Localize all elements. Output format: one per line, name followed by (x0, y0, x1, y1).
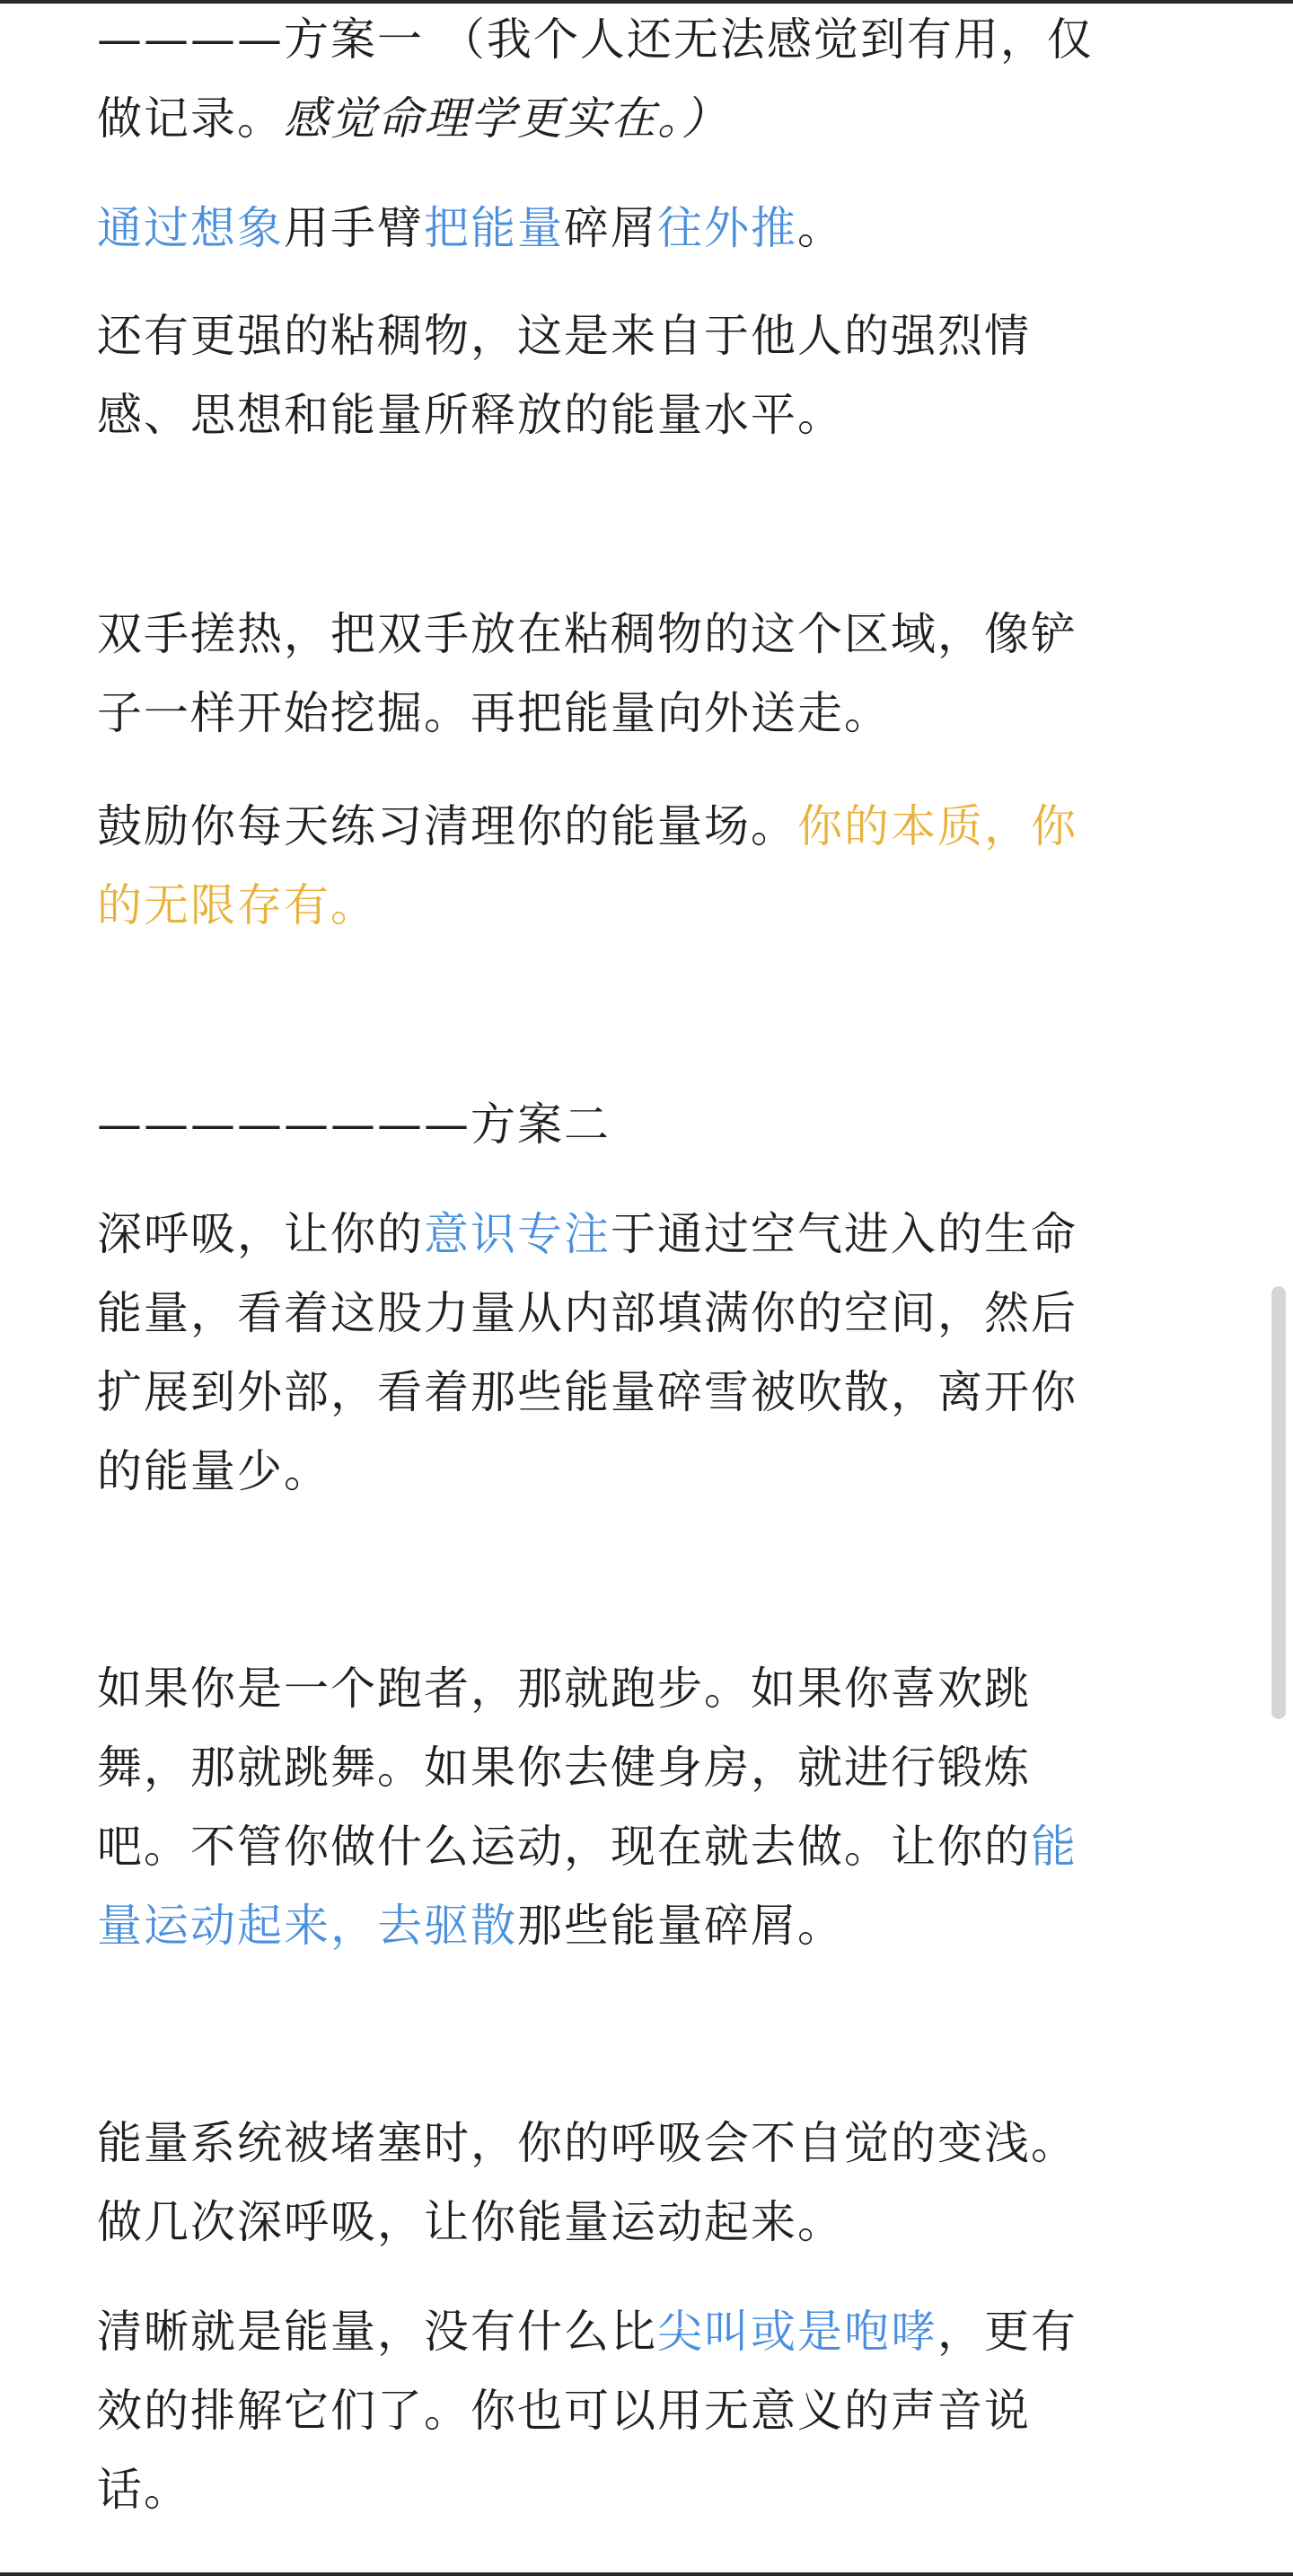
highlight-link[interactable]: 意识专注 (424, 1208, 611, 1260)
text-segment: 。 (797, 202, 844, 254)
highlight-link[interactable]: 把能量 (424, 202, 564, 254)
paragraph-push-energy (97, 189, 1174, 268)
text-line (97, 1807, 1174, 1886)
paragraph-deep-breath (97, 1195, 1174, 1511)
text-line: 效的排解它们了。你也可以用无意义的声音说 (97, 2385, 1031, 2437)
text-segment: ，更有 (937, 2306, 1078, 2358)
text-segment: 鼓励你每天练习清理你的能量场。 (97, 800, 797, 852)
paragraph-sticky-matter (97, 296, 1174, 454)
paragraph-scream (97, 2292, 1174, 2529)
gold-highlight: 你的本质，你 (797, 800, 1078, 852)
text-line: 的能量少。 (97, 1445, 330, 1497)
text-line: 能量，看着这股力量从内部填满你的空间，然后 (97, 1287, 1078, 1339)
paragraph-rub-hands (97, 595, 1174, 753)
text-line (97, 1195, 1174, 1274)
text-line: 感、思想和能量所释放的能量水平。 (97, 389, 844, 441)
paragraph-daily-practice (97, 787, 1174, 945)
highlight-link[interactable]: 量运动起来，去驱散 (97, 1900, 517, 1952)
text-line (97, 787, 1174, 866)
highlight-link[interactable]: 通过想象 (97, 202, 284, 254)
text-line (97, 2292, 1174, 2371)
highlight-link[interactable]: 能 (1031, 1821, 1078, 1873)
highlight-link[interactable]: 往外推 (657, 202, 797, 254)
text-line: 子一样开始挖掘。再把能量向外送走。 (97, 687, 891, 739)
paragraph-breathing-shallow (97, 2104, 1174, 2262)
text-line (97, 1886, 1174, 1965)
text-line: 话。 (97, 2464, 190, 2516)
text-line: 舞，那就跳舞。如果你去健身房，就进行锻炼 (97, 1742, 1031, 1794)
text-line (97, 189, 1174, 268)
text-line: 还有更强的粘稠物，这是来自于他人的强烈情 (97, 310, 1031, 362)
paragraph-exercise (97, 1649, 1174, 1965)
text-line: 扩展到外部，看着那些能量碎雪被吹散，离开你 (97, 1366, 1078, 1418)
paragraph-plan-two-heading (97, 1085, 1174, 1164)
text-segment: 清晰就是能量，没有什么比 (97, 2306, 657, 2358)
bottom-divider (0, 2572, 1293, 2576)
text-segment: 于通过空气进入的生命 (611, 1208, 1078, 1260)
text-segment: 做记录。 (97, 93, 284, 145)
text-line: 做几次深呼吸，让你能量运动起来。 (97, 2196, 844, 2248)
text-segment: 用手臂 (284, 202, 424, 254)
paragraph-plan-one-heading (97, 0, 1174, 158)
text-segment: 那些能量碎屑。 (517, 1900, 844, 1952)
gold-highlight: 的无限存有。 (97, 879, 377, 931)
text-line: 能量系统被堵塞时，你的呼吸会不自觉的变浅。 (97, 2117, 1078, 2169)
text-line (97, 79, 1174, 158)
text-line: 如果你是一个跑者，那就跑步。如果你喜欢跳 (97, 1663, 1031, 1715)
scrollbar-thumb[interactable] (1271, 1286, 1286, 1719)
text-line: 双手搓热，把双手放在粘稠物的这个区域，像铲 (97, 608, 1078, 660)
text-line: ————方案一 （我个人还无法感觉到有用，仅 (97, 13, 1094, 66)
text-line: ————————方案二 (97, 1098, 611, 1151)
highlight-link[interactable]: 尖叫或是咆哮 (657, 2306, 937, 2358)
text-segment: 吧。不管你做什么运动，现在就去做。让你的 (97, 1821, 1031, 1873)
text-segment: 深呼吸，让你的 (97, 1208, 424, 1260)
text-segment: 碎屑 (564, 202, 657, 254)
italic-note: 感觉命理学更实在。） (284, 93, 728, 145)
